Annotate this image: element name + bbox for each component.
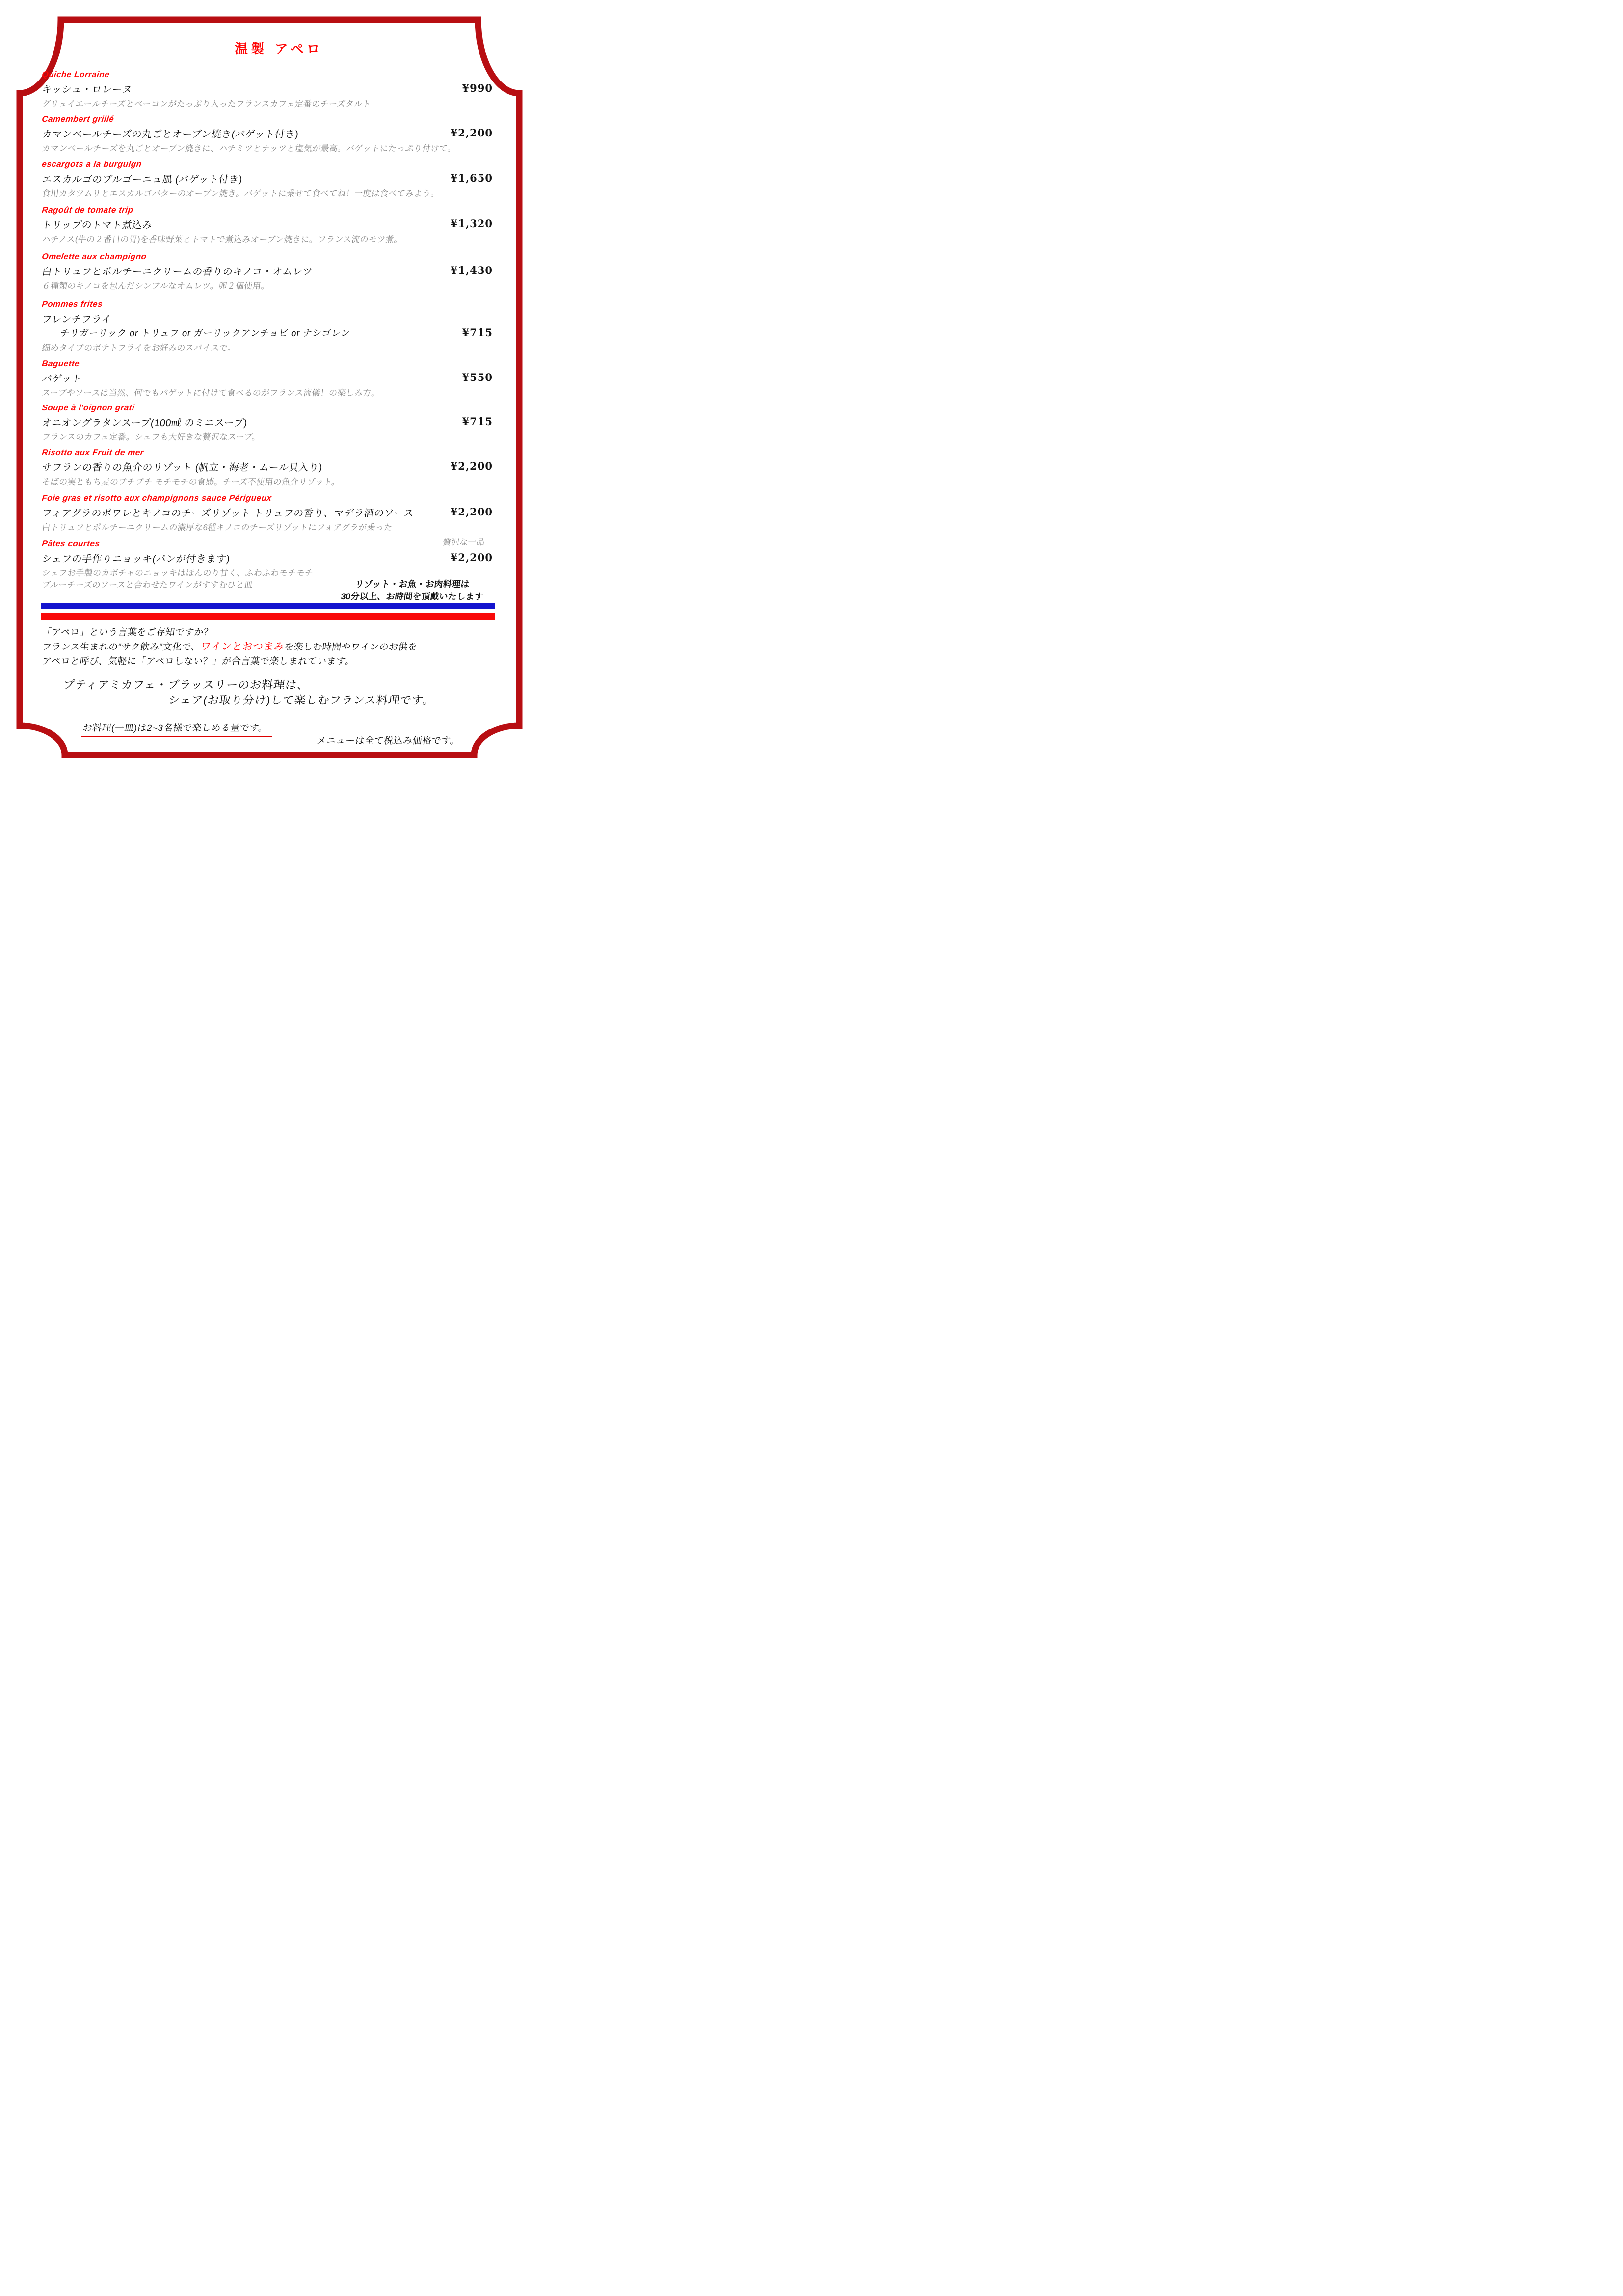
apero-highlight: ワインとおつまみ <box>200 641 285 652</box>
item-japanese-name: オニオングラタンスープ(100㎖ のミニスープ) <box>41 418 248 429</box>
menu-item <box>41 69 493 110</box>
item-french-name: Ragoût de tomate trip <box>41 205 134 215</box>
item-description-continued: 贅沢な一品 <box>442 538 485 547</box>
item-french-name: escargots a la burguign <box>41 160 142 169</box>
item-japanese-name: シェフの手作りニョッキ(パンが付きます) <box>41 554 231 565</box>
item-french-name: Pâtes courtes <box>41 539 101 548</box>
item-price: ¥1,320 <box>450 217 493 230</box>
item-description: 白トリュフとポルチーニクリームの濃厚な6種キノコのチーズリゾットにフォアグラが乗った <box>41 523 393 532</box>
menu-item <box>41 205 493 245</box>
item-price: ¥2,200 <box>450 460 493 472</box>
item-french-name: Risotto aux Fruit de mer <box>41 448 145 457</box>
tricolor-blue-bar <box>41 603 495 609</box>
item-price: ¥715 <box>462 326 493 339</box>
menu-item <box>41 447 493 488</box>
item-description: フランスのカフェ定番。シェフも大好きな贅沢なスープ。 <box>41 432 261 442</box>
item-japanese-name: フォアグラのポワレとキノコのチーズリゾット トリュフの香り、マデラ酒のソース <box>41 508 415 519</box>
item-price: ¥2,200 <box>450 551 493 564</box>
item-description-continued: ブルーチーズのソースと合わせたワインがすすむひと皿 <box>41 580 254 590</box>
item-french-name: Omelette aux champigno <box>41 252 147 261</box>
item-description: そばの実ともち麦のプチプチ モチモチの食感。チーズ不使用の魚介リゾット。 <box>41 477 341 486</box>
menu-item <box>41 114 493 155</box>
page-title: 温製 アペロ <box>235 42 323 57</box>
item-description: 食用カタツムリとエスカルゴバターのオーブン焼き。バゲットに乗せて食べてね！一度は食べてみよう。 <box>41 189 440 198</box>
apero-line-2: フランス生まれの"サク飲み"文化で、ワインとおつまみを楽しむ時間やワインのお供を <box>41 641 418 652</box>
menu-item <box>41 159 493 200</box>
item-price: ¥2,200 <box>450 506 493 518</box>
item-price: ¥715 <box>462 415 493 428</box>
share-statement-line-1: プティアミカフェ・ブラッスリーのお料理は、 <box>62 678 310 691</box>
item-price: ¥2,200 <box>450 127 493 139</box>
item-japanese-name: エスカルゴのブルゴーニュ風 (バゲット付き) <box>41 174 243 185</box>
tricolor-red-bar <box>41 613 495 620</box>
apero-line-1: 「アペロ」という言葉をご存知ですか？ <box>41 627 214 638</box>
item-japanese-name: カマンベールチーズの丸ごとオーブン焼き(バゲット付き) <box>41 129 299 140</box>
waiting-time-note: リゾット・お魚・お肉料理は 30分以上、お時間を頂戴いたします <box>340 579 484 601</box>
item-description: スープやソースは当然、何でもバゲットに付けて食べるのがフランス流儀！の楽しみ方。 <box>41 388 380 398</box>
menu-item <box>41 299 493 354</box>
item-french-name: Camembert grillé <box>41 114 115 124</box>
menu-item <box>41 403 493 443</box>
item-price: ¥1,430 <box>450 264 493 276</box>
item-japanese-name: トリップのトマト煮込み <box>41 220 153 231</box>
item-japanese-name: サフランの香りの魚介のリゾット (帆立・海老・ムール貝入り) <box>41 462 323 473</box>
item-description: ６種類のキノコを包んだシンプルなオムレツ。卵２個使用。 <box>41 281 270 291</box>
item-japanese-name: フレンチフライ <box>41 314 112 325</box>
menu-item <box>41 358 493 399</box>
item-option-line: チリガーリック or トリュフ or ガーリックアンチョビ or ナシゴレン <box>59 328 351 339</box>
item-price: ¥1,650 <box>450 172 493 184</box>
menu-page <box>0 0 541 765</box>
menu-item <box>41 251 493 292</box>
item-price: ¥990 <box>462 82 493 94</box>
item-description: カマンベールチーズを丸ごとオーブン焼きに、ハチミツとナッツと塩気が最高。バゲットにたっぷり付けて。 <box>41 144 457 153</box>
item-french-name: Foie gras et risotto aux champignons sauce Périgueux <box>41 493 272 503</box>
item-french-name: Baguette <box>41 359 80 368</box>
item-japanese-name: キッシュ・ロレーヌ <box>41 84 133 95</box>
item-french-name: Pommes frites <box>41 299 104 309</box>
item-french-name: Soupe à l'oignon grati <box>41 403 135 412</box>
item-french-name: Quiche Lorraine <box>41 70 110 79</box>
item-price: ¥550 <box>462 371 493 383</box>
item-japanese-name: バゲット <box>41 374 83 384</box>
item-description: ハチノス(牛の２番目の胃)を香味野菜とトマトで煮込みオーブン焼きに。フランス流のモツ煮。 <box>41 235 403 244</box>
share-statement-line-2: シェア(お取り分け)して楽しむフランス料理です。 <box>167 694 435 706</box>
item-description: シェフお手製のカボチャのニョッキはほんのり甘く、ふわふわモチモチ <box>41 568 314 578</box>
apero-line-3: アペロと呼び、気軽に「アペロしない？」が合言葉で楽しまれています。 <box>41 656 355 667</box>
item-japanese-name: 白トリュフとポルチーニクリームの香りのキノコ・オムレツ <box>41 267 314 277</box>
apero-paragraph <box>41 625 416 669</box>
item-description: 細めタイプのポテトフライをお好みのスパイスで。 <box>41 343 237 352</box>
portion-note: お料理(一皿)は2~3名様で楽しめる量です。 <box>81 721 272 737</box>
item-description: グリュイエールチーズとベーコンがたっぷり入ったフランスカフェ定番のチーズタルト <box>41 99 372 108</box>
tax-note: メニューは全て税込み価格です。 <box>316 736 460 746</box>
